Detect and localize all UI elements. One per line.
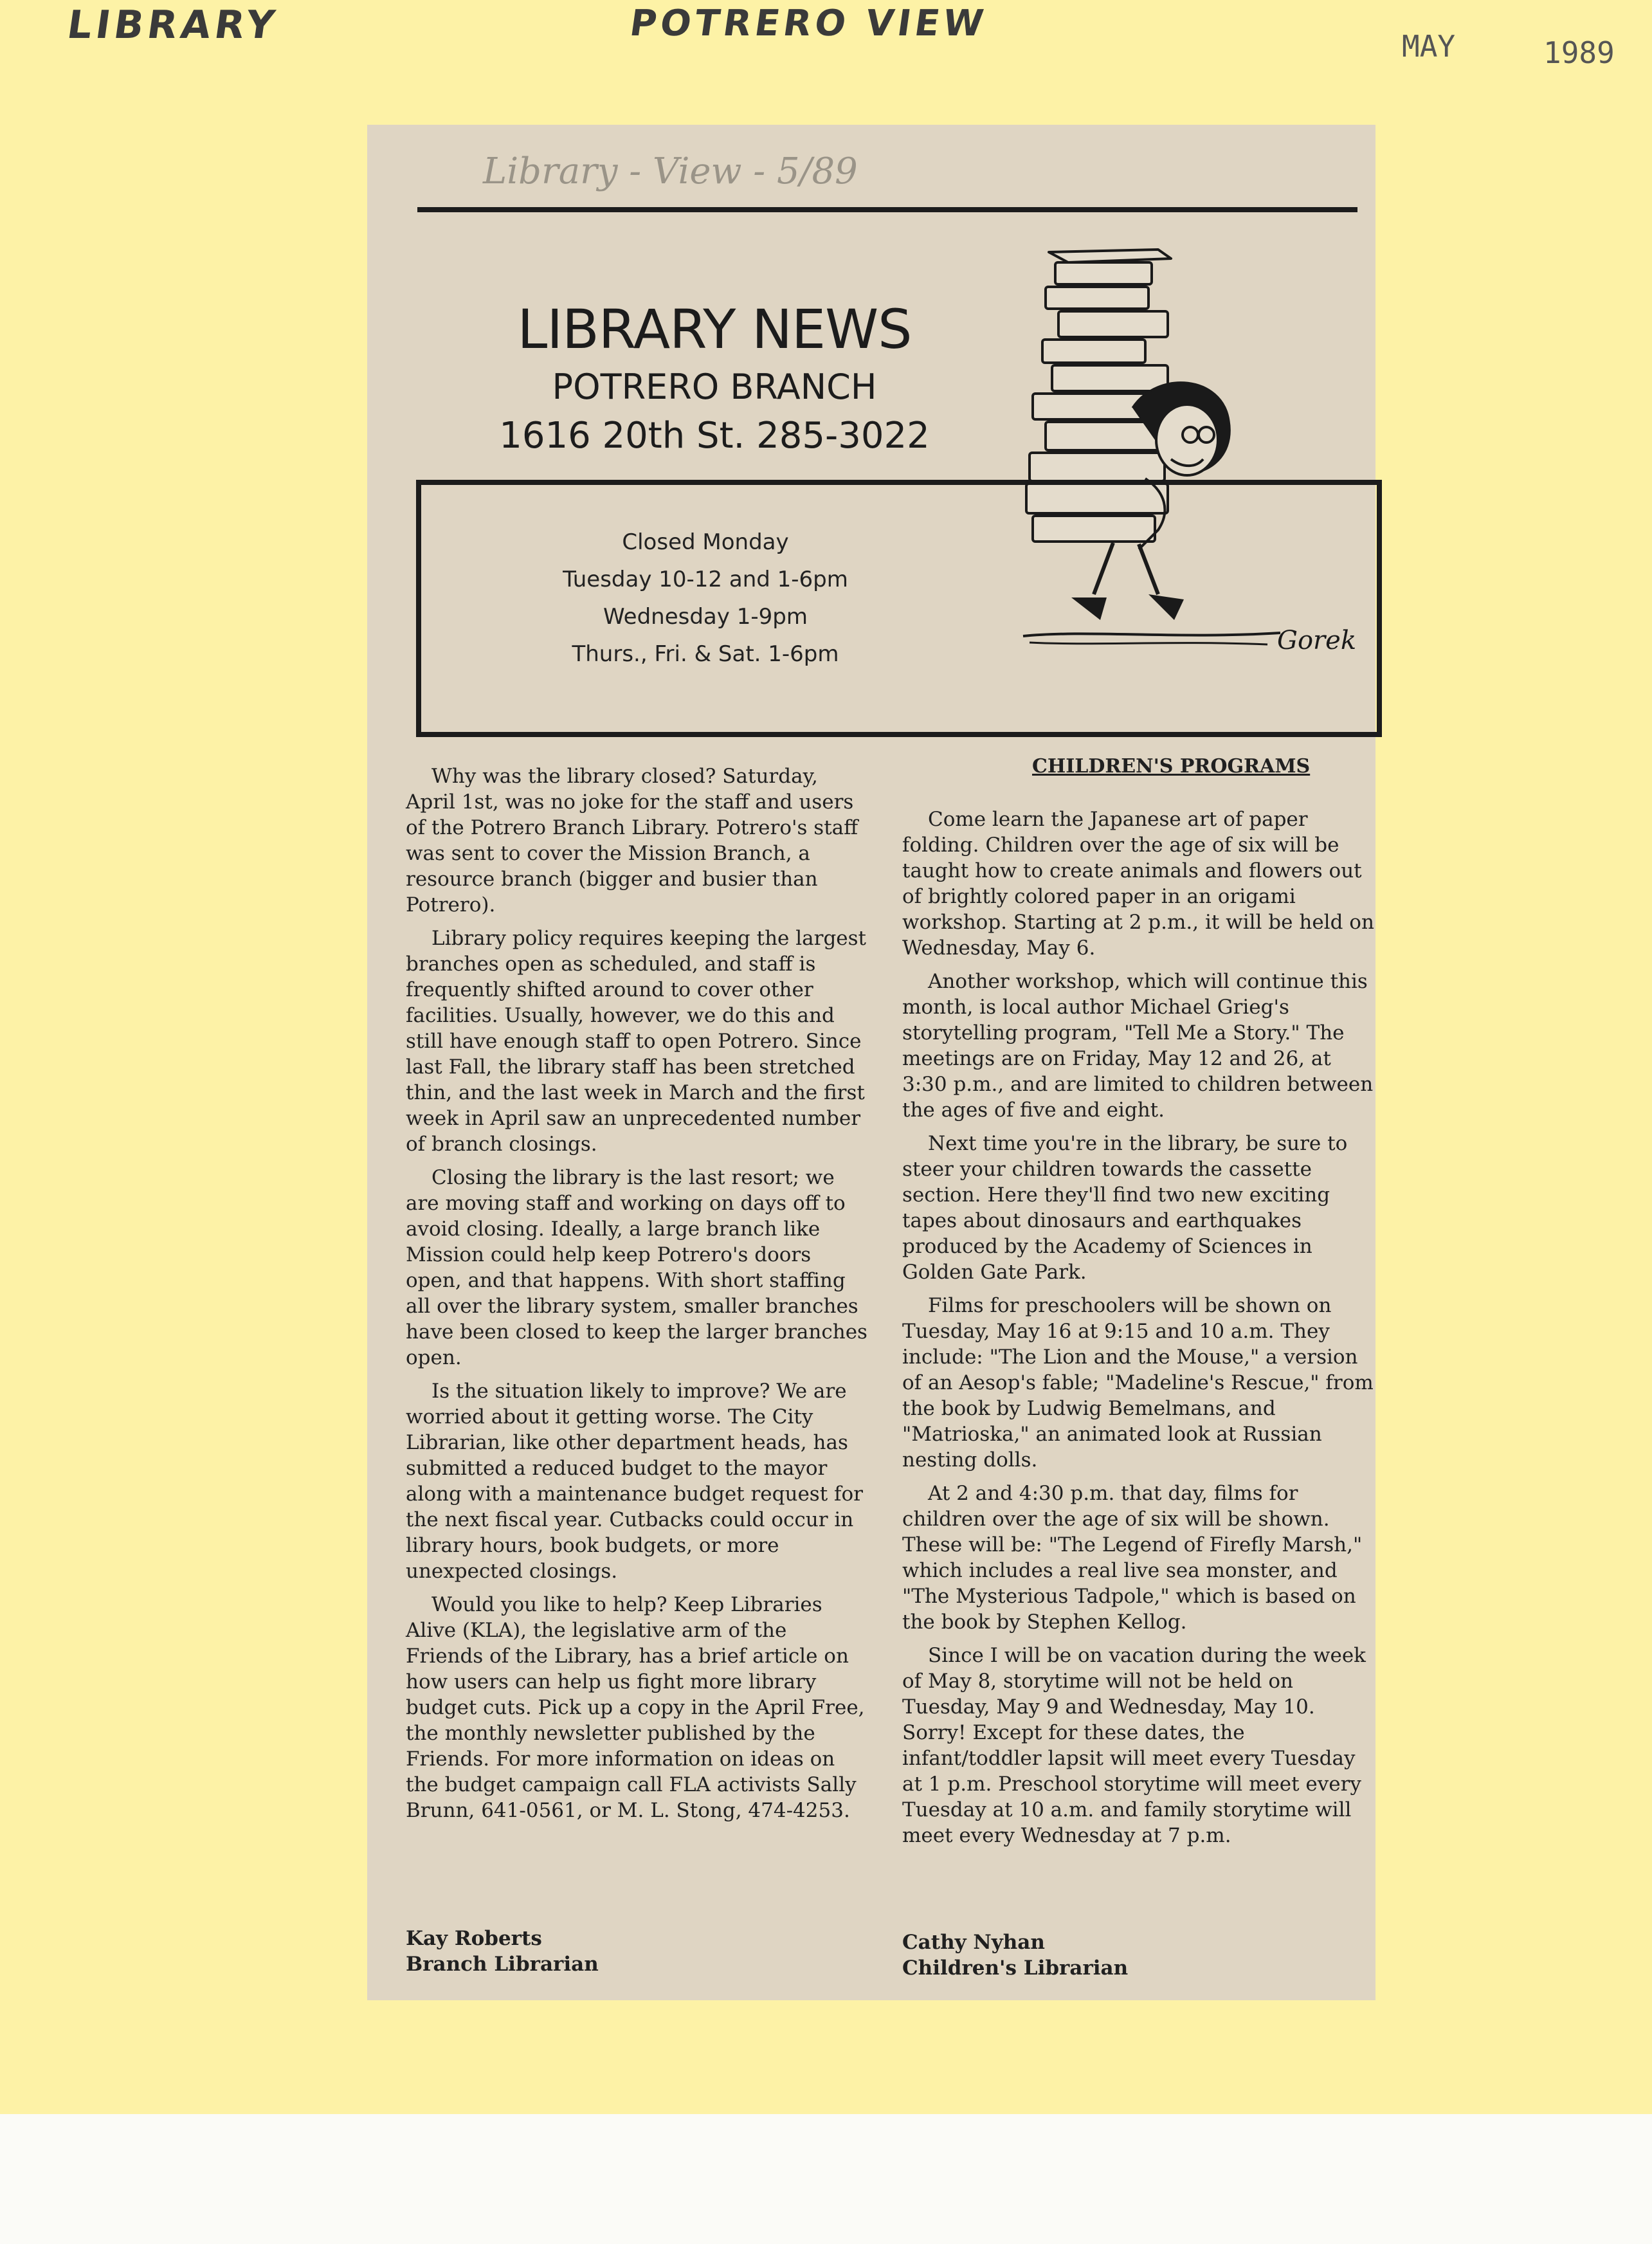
hours-line: Tuesday 10-12 and 1-6pm bbox=[563, 567, 848, 592]
clipping-pencil-note: Library - View - 5/89 bbox=[483, 151, 858, 192]
article-paragraph: Next time you're in the library, be sure to steer your children towards the cassette section. Here they'll find two new exciting tapes about dinosaurs and earthquakes produced by the Academy of Sciences in Golden Gate Park. bbox=[902, 1132, 1348, 1284]
article-paragraph: Come learn the Japanese art of paper folding. Children over the age of six will be taught how to create animals and flowers out of brightly colored paper in an origami workshop. Starting at 2 p.m., it will be held on Wednesday, May 6. bbox=[902, 808, 1374, 960]
signature-title: Branch Librarian bbox=[406, 1953, 599, 1976]
article-paragraph: Is the situation likely to improve? We are worried about it getting worse. The City Librarian, like other department heads, has submitted a reduced budget to the mayor along with a maintenance budget request for the next fiscal year. Cutbacks could occur in library hours, book budgets, or more unexpected closings. bbox=[406, 1380, 863, 1583]
signature-name: Kay Roberts bbox=[406, 1927, 542, 1950]
article-paragraph: Library policy requires keeping the largest branches open as scheduled, and staff is frequently shifted around to cover other facilities. Usually, however, we do this and still have enough staff to open Potrero. Since last Fall, the library staff has been stretched thin, and the last week in March and the first week in April saw an unprecedented number of branch closings. bbox=[406, 927, 867, 1156]
hours-line: Wednesday 1-9pm bbox=[603, 604, 808, 630]
article-paragraph: Films for preschoolers will be shown on Tuesday, May 16 at 9:15 and 10 a.m. They include: "The Lion and the Mouse," a version of an Aesop's fable; "Madeline's Rescue," from the book by Ludwig Bemelmans, and "Matrioska," an animated look at Russian nesting dolls. bbox=[902, 1294, 1374, 1472]
person-carrying-book-stack-illustration bbox=[1010, 247, 1370, 742]
handwritten-source-label: POTRERO VIEW bbox=[627, 3, 990, 44]
top-rule bbox=[417, 207, 1357, 212]
masthead-title: LIBRARY NEWS bbox=[517, 298, 912, 361]
signature-name: Cathy Nyhan bbox=[902, 1931, 1045, 1954]
masthead-branch: POTRERO BRANCH bbox=[552, 367, 877, 407]
signature-title: Children's Librarian bbox=[902, 1957, 1129, 1980]
hours-line: Thurs., Fri. & Sat. 1-6pm bbox=[572, 641, 839, 667]
hours-list bbox=[480, 524, 930, 673]
article-paragraph: Since I will be on vacation during the week of May 8, storytime will not be held on Tuesday, May 9 and Wednesday, May 10. Sorry! Except for these dates, the infant/toddler lapsit will meet every Tuesday at 1 p.m. Preschool storytime will meet every Tuesday at 10 a.m. and family storytime will meet every Wednesday at 7 p.m. bbox=[902, 1644, 1366, 1847]
left-column-article bbox=[406, 763, 869, 1831]
masthead bbox=[425, 297, 1004, 462]
article-paragraph: Why was the library closed? Saturday, April 1st, was no joke for the staff and users of the Potrero Branch Library. Potrero's staff was sent to cover the Mission Branch, a resource branch (bigger and busier than Potrero). bbox=[406, 765, 858, 917]
article-paragraph: Another workshop, which will continue this month, is local author Michael Grieg's storytelling program, "Tell Me a Story." The meetings are on Friday, May 12 and 26, at 3:30 p.m., and are limited to children between the ages of five and eight. bbox=[902, 970, 1374, 1122]
childrens-programs-heading: CHILDREN'S PROGRAMS bbox=[1032, 755, 1311, 778]
article-paragraph: Would you like to help? Keep Libraries Alive (KLA), the legislative arm of the Friends of the Library, has a brief article on how users can help us fight more library budget cuts. Pick up a copy in the April Free, the monthly newsletter published by the Friends. For more information on ideas on the budget campaign call FLA activists Sally Brunn, 641-0561, or M. L. Stong, 474-4253. bbox=[406, 1593, 865, 1822]
right-column-article bbox=[902, 807, 1378, 1856]
date-stamp-month: MAY bbox=[1402, 29, 1456, 64]
newspaper-clipping bbox=[367, 125, 1375, 2000]
date-stamp-year: 1989 bbox=[1543, 35, 1615, 70]
article-paragraph: Closing the library is the last resort; we are moving staff and working on days off to avoid closing. Ideally, a large branch like Mission could help keep Potrero's doors open, and that happens. With short staffing all over the library system, smaller branches have been closed to keep the larger branches open. bbox=[406, 1166, 867, 1369]
right-signature bbox=[902, 1929, 1128, 1981]
masthead-address: 1616 20th St. 285-3022 bbox=[499, 415, 930, 457]
left-signature bbox=[406, 1926, 599, 1977]
handwritten-library-label: LIBRARY bbox=[64, 3, 282, 48]
article-paragraph: At 2 and 4:30 p.m. that day, films for children over the age of six will be shown. These will be: "The Legend of Firefly Marsh," which includes a real live sea monster, and "The Mysterious Tadpole," which is based on the book by Stephen Kellog. bbox=[902, 1482, 1363, 1634]
artist-signature: Gorek bbox=[1277, 626, 1357, 655]
hours-line: Closed Monday bbox=[622, 529, 789, 555]
